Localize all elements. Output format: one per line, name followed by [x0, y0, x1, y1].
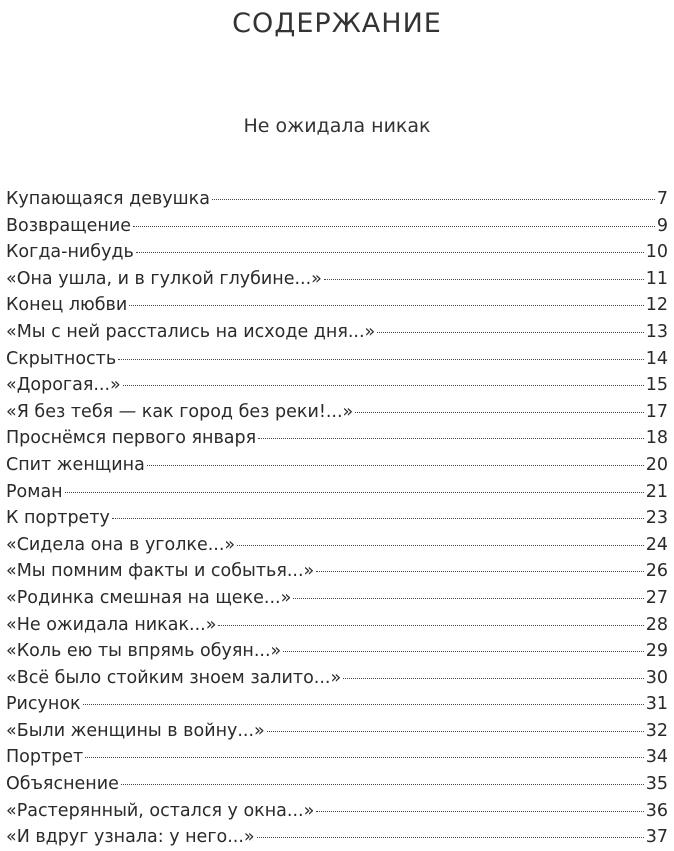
toc-entry-title: Когда-нибудь — [6, 242, 134, 263]
toc-entry — [6, 798, 668, 825]
dot-leader — [123, 385, 644, 386]
toc-entry-title: Спит женщина — [6, 454, 145, 475]
toc-entry — [6, 744, 668, 771]
dot-leader — [343, 678, 644, 679]
dot-leader — [377, 332, 643, 333]
toc-entry-page-number: 20 — [645, 454, 668, 475]
toc-entry-page-number: 18 — [645, 428, 668, 449]
toc-entry-page-number: 13 — [645, 321, 668, 342]
table-of-contents — [6, 186, 668, 851]
toc-entry-page-number: 26 — [645, 561, 668, 582]
toc-entry-page-number: 27 — [645, 587, 668, 608]
toc-entry-title: «Родинка смешная на щеке...» — [6, 587, 292, 608]
dot-leader — [65, 492, 644, 493]
toc-entry-title: «Она ушла, и в гулкой глубине...» — [6, 268, 322, 289]
toc-entry — [6, 718, 668, 745]
toc-entry-title: К портрету — [6, 508, 110, 529]
toc-entry-page-number: 35 — [645, 774, 668, 795]
dot-leader — [283, 651, 643, 652]
toc-entry-title: «Коль ею ты впрямь обуян...» — [6, 641, 282, 662]
toc-entry-page-number: 21 — [645, 481, 668, 502]
toc-entry-title: «Мы помним факты и событья...» — [6, 561, 315, 582]
toc-entry — [6, 824, 668, 851]
toc-entry-page-number: 31 — [645, 694, 668, 715]
dot-leader — [83, 704, 644, 705]
dot-leader — [257, 837, 644, 838]
toc-entry-title: «И вдруг узнала: у него...» — [6, 827, 255, 848]
toc-entry — [6, 213, 668, 240]
toc-entry-title: Объяснение — [6, 774, 119, 795]
page-title: СОДЕРЖАНИЕ — [232, 8, 442, 39]
toc-entry-title: «Были женщины в войну...» — [6, 720, 265, 741]
toc-entry-page-number: 17 — [645, 401, 668, 422]
toc-entry — [6, 638, 668, 665]
toc-entry-page-number: 14 — [645, 348, 668, 369]
toc-entry — [6, 266, 668, 293]
dot-leader — [112, 518, 644, 519]
dot-leader — [133, 226, 655, 227]
toc-entry-title: «Растерянный, остался у окна...» — [6, 800, 315, 821]
toc-entry-title: Роман — [6, 481, 63, 502]
dot-leader — [316, 811, 643, 812]
toc-entry-title: «Не ожидала никак...» — [6, 614, 217, 635]
dot-leader — [258, 438, 644, 439]
toc-entry — [6, 239, 668, 266]
toc-entry-title: «Мы с ней расстались на исходе дня...» — [6, 321, 376, 342]
toc-entry-page-number: 15 — [645, 375, 668, 396]
toc-entry — [6, 372, 668, 399]
toc-entry-page-number: 23 — [645, 508, 668, 529]
toc-entry — [6, 425, 668, 452]
toc-entry — [6, 558, 668, 585]
dot-leader — [218, 625, 643, 626]
toc-entry-title: Возвращение — [6, 215, 131, 236]
toc-entry-title: Рисунок — [6, 694, 81, 715]
toc-entry-title: Проснёмся первого января — [6, 428, 257, 449]
toc-entry — [6, 399, 668, 426]
toc-entry — [6, 186, 668, 213]
dot-leader — [237, 545, 644, 546]
dot-leader — [324, 279, 644, 280]
toc-entry — [6, 292, 668, 319]
toc-entry — [6, 479, 668, 506]
toc-entry — [6, 452, 668, 479]
dot-leader — [316, 571, 643, 572]
toc-entry — [6, 691, 668, 718]
dot-leader — [355, 412, 643, 413]
toc-entry-title: Скрытность — [6, 348, 117, 369]
toc-entry-title: Портрет — [6, 747, 84, 768]
toc-entry-page-number: 11 — [645, 268, 668, 289]
dot-leader — [147, 465, 644, 466]
dot-leader — [136, 252, 644, 253]
toc-entry — [6, 346, 668, 373]
dot-leader — [267, 731, 644, 732]
dot-leader — [85, 757, 643, 758]
toc-entry-page-number: 30 — [645, 667, 668, 688]
dot-leader — [129, 305, 644, 306]
toc-entry-page-number: 28 — [645, 614, 668, 635]
dot-leader — [121, 784, 644, 785]
dot-leader — [293, 598, 643, 599]
toc-entry-page-number: 12 — [645, 295, 668, 316]
toc-entry-page-number: 37 — [645, 827, 668, 848]
toc-entry — [6, 612, 668, 639]
toc-entry-title: «Я без тебя — как город без реки!...» — [6, 401, 354, 422]
toc-entry-title: «Всё было стойким зноем залито...» — [6, 667, 342, 688]
toc-entry-title: Конец любви — [6, 295, 128, 316]
toc-entry-page-number: 36 — [645, 800, 668, 821]
toc-entry — [6, 771, 668, 798]
toc-entry-title: Купающаяся девушка — [6, 189, 210, 209]
toc-entry-page-number: 34 — [645, 747, 668, 768]
toc-entry-title: «Дорогая...» — [6, 375, 121, 396]
toc-entry-page-number: 32 — [645, 720, 668, 741]
dot-leader — [212, 199, 655, 200]
toc-entry-page-number: 7 — [656, 189, 668, 209]
toc-entry — [6, 505, 668, 532]
toc-entry — [6, 532, 668, 559]
toc-entry — [6, 585, 668, 612]
dot-leader — [118, 359, 644, 360]
toc-entry-page-number: 29 — [645, 641, 668, 662]
section-title: Не ожидала никак — [243, 115, 431, 137]
toc-entry-page-number: 10 — [645, 242, 668, 263]
toc-entry — [6, 319, 668, 346]
toc-entry-page-number: 24 — [645, 534, 668, 555]
toc-entry-title: «Сидела она в уголке...» — [6, 534, 236, 555]
toc-entry-page-number: 9 — [656, 215, 668, 236]
toc-entry — [6, 665, 668, 692]
